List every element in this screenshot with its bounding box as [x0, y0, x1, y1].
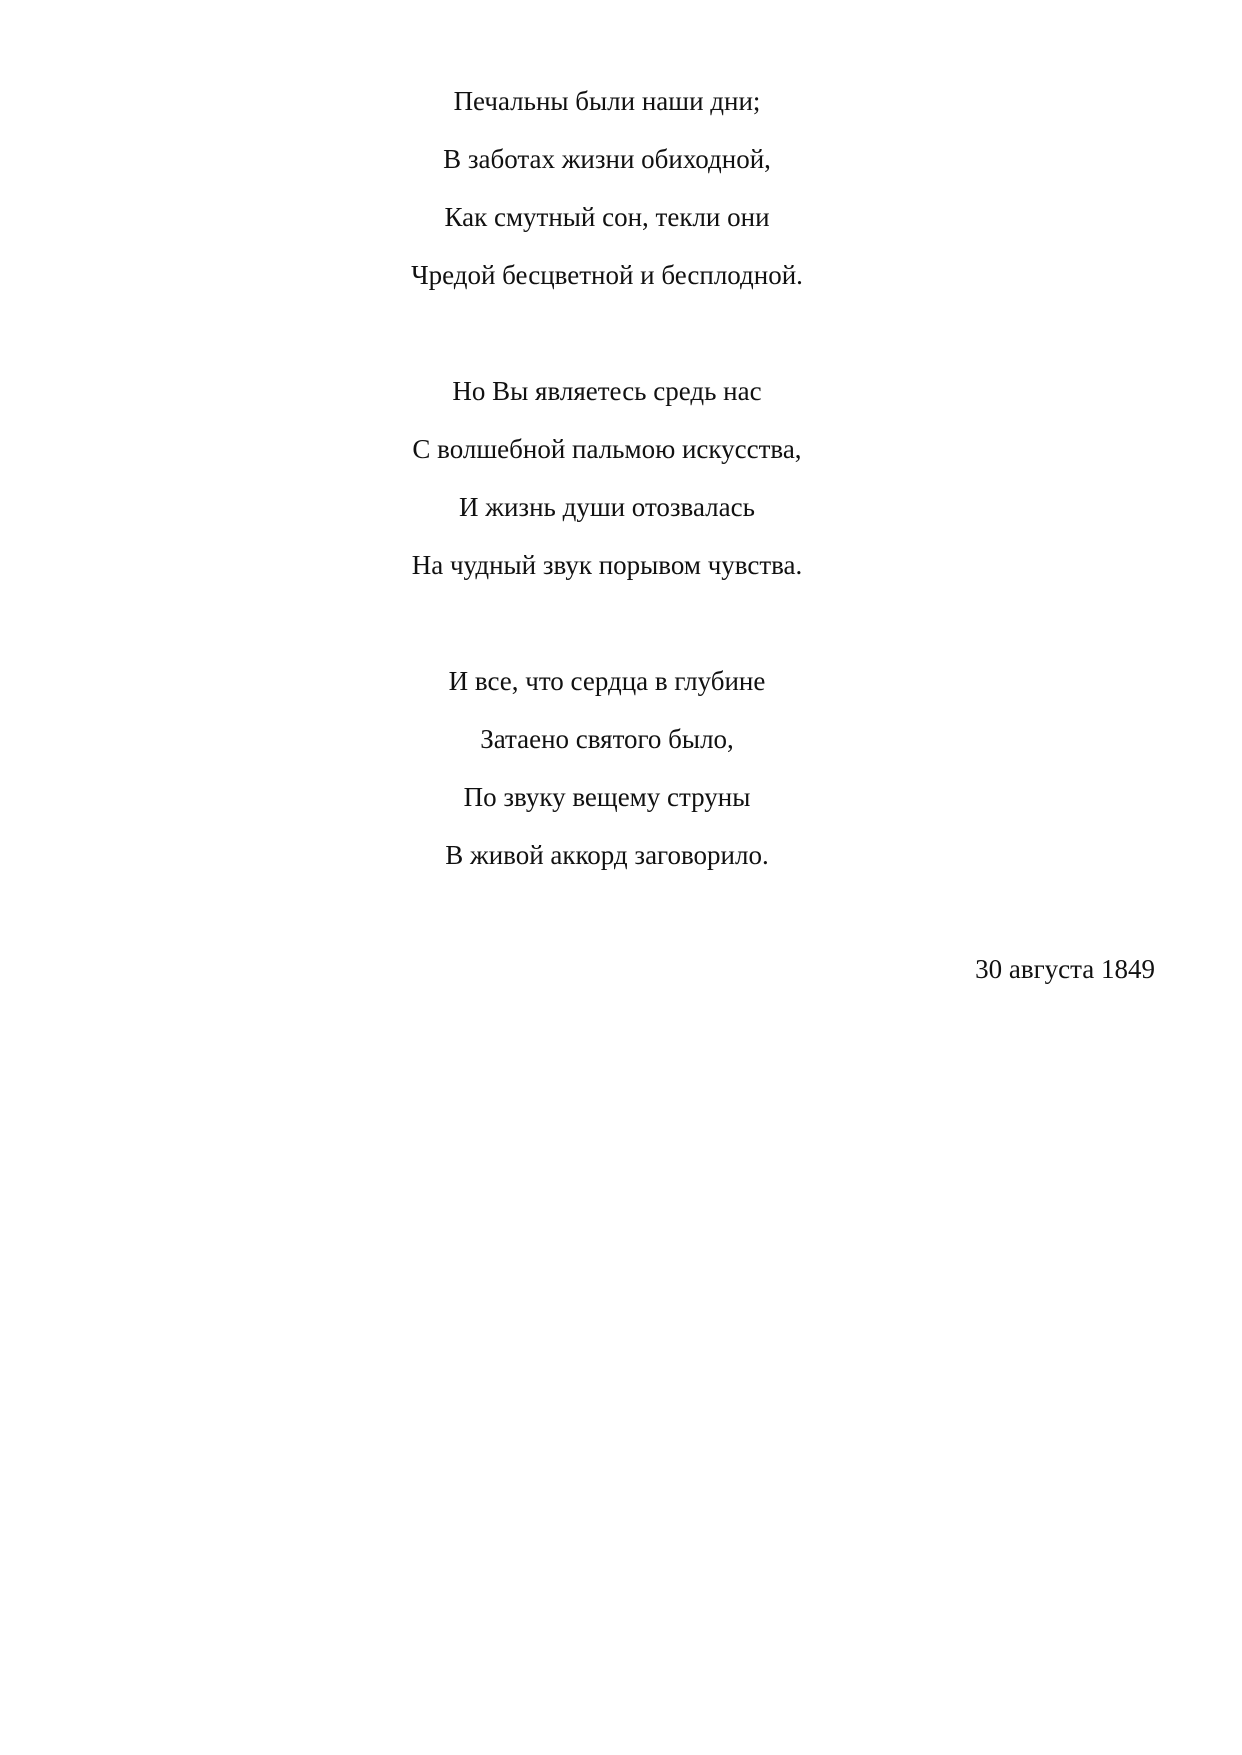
poem-line: На чудный звук порывом чувства. [411, 550, 803, 580]
poem-line: Чредой бесцветной и бесплодной. [411, 260, 803, 290]
poem-line: Затаено святого было, [480, 724, 734, 754]
stanza-1 [0, 72, 1228, 304]
stanza-2 [0, 362, 1228, 594]
poem-line: В заботах жизни обиходной, [443, 144, 771, 174]
poem-line: И жизнь души отозвалась [459, 492, 755, 522]
poem-body [0, 72, 1242, 942]
poem-line: По звуку вещему струны [463, 782, 751, 812]
poem-line: И все, что сердца в глубине [448, 666, 766, 696]
poem-line: Печальны были наши дни; [453, 86, 761, 116]
poem-date: 30 августа 1849 [975, 954, 1155, 984]
poem-line: В живой аккорд заговорило. [445, 840, 769, 870]
poem-line: Как смутный сон, текли они [444, 202, 770, 232]
poem-inner [0, 72, 1228, 884]
poem-line: С волшебной пальмою искусства, [412, 434, 802, 464]
stanza-3 [0, 652, 1228, 884]
poem-line: Но Вы являетесь средь нас [452, 376, 762, 406]
